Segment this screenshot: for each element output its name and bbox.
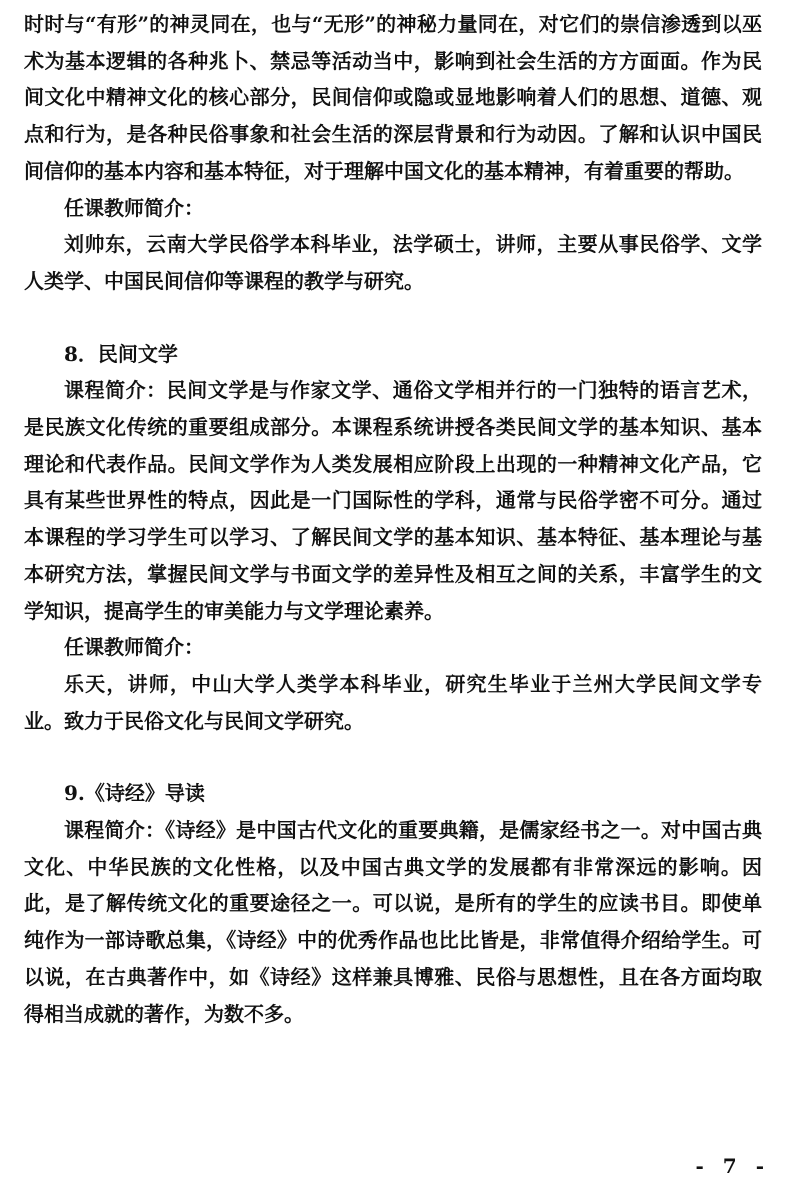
section-spacer <box>24 300 762 336</box>
section-9-intro: 课程简介：《诗经》是中国古代文化的重要典籍，是儒家经书之一。对中国古典文化、中华民族的文化性格，以及中国古典文学的发展都有非常深远的影响。因此，是了解传统文化的重要途径之一。可以说，是所有的学生的应读书目。即使单纯作为一部诗歌总集，《诗经》中的优秀作品也比比皆是，非常值得介绍给学生。可以说，在古典著作中，如《诗经》这样兼具博雅、民俗与思想性，且在各方面均取得相当成就的著作，为数不多。 <box>24 818 762 1026</box>
section-8-title: 8．民间文学 <box>64 341 178 366</box>
teacher-heading-2: 任课教师简介： <box>64 635 204 660</box>
teacher-text-2: 乐天，讲师，中山大学人类学本科毕业，研究生毕业于兰州大学民间文学专业。致力于民俗文化与民间文学研究。 <box>24 671 762 733</box>
section-spacer <box>24 739 762 775</box>
intro-paragraph: 时时与“有形”的神灵同在，也与“无形”的神秘力量同在，对它们的崇信渗透到以巫术为基本逻辑的各种兆卜、禁忌等活动当中，影响到社会生活的方方面面。作为民间文化中精神文化的核心部分，民间信仰或隐或显地影响着人们的思想、道德、观点和行为，是各种民俗事象和社会生活的深层背景和行为动因。了解和认识中国民间信仰的基本内容和基本特征，对于理解中国文化的基本精神，有着重要的帮助。 <box>24 12 762 183</box>
teacher-text-1: 刘帅东，云南大学民俗学本科毕业，法学硕士，讲师，主要从事民俗学、文学人类学、中国民间信仰等课程的教学与研究。 <box>24 232 762 293</box>
section-9-title: 9.《诗经》导读 <box>64 781 205 806</box>
section-8-intro: 课程简介：民间文学是与作家文学、通俗文学相并行的一门独特的语言艺术，是民族文化传统的重要组成部分。本课程系统讲授各类民间文学的基本知识、基本理论和代表作品。民间文学作为人类发展相应阶段上出现的一种精神文化产品，它具有某些世界性的特点，因此是一门国际性的学科，通常与民俗学密不可分。通过本课程的学习学生可以学习、了解民间文学的基本知识、基本特征、基本理论与基本研究方法，掌握民间文学与书面文学的差异性及相互之间的关系，丰富学生的文学知识，提高学生的审美能力与文学理论素养。 <box>24 378 762 623</box>
page-number: - 7 - <box>695 1154 770 1178</box>
teacher-heading-1: 任课教师简介： <box>64 195 204 220</box>
